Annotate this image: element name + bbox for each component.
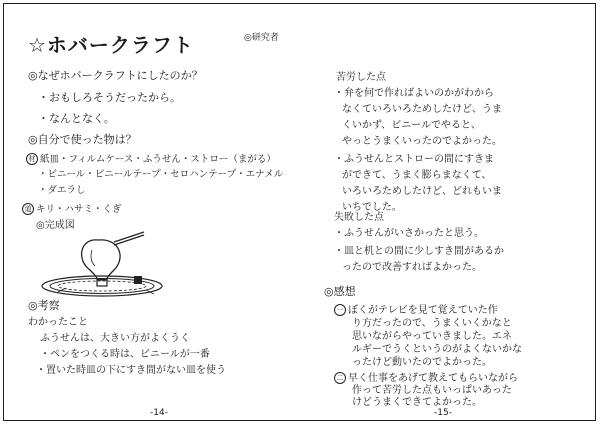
- impression-1d: ルギーでうくというのがよくないかな: [352, 344, 522, 355]
- document-title: ☆ホバークラフト: [28, 33, 194, 57]
- materials-line-3: ・ダエラし: [38, 185, 86, 196]
- page-number-left: -14-: [150, 408, 168, 418]
- impression-1b: り方だったので、うまくいくかなと: [352, 318, 512, 329]
- author-label: ◎研究者: [244, 33, 279, 43]
- materials-line-1-text: 紙皿・フィルムケース・ふうせん・ストロー（まがる）: [40, 154, 276, 165]
- fail-2a: ・皿と机との間に少しすき間があるか: [334, 246, 504, 257]
- hovercraft-sketch: [28, 228, 178, 300]
- impression-2c: けどうまくできてよかった。: [352, 397, 482, 408]
- impression-1a-text: ぼくがテレビを見て覚えていた作: [348, 305, 498, 316]
- reason-1: ・おもしろそうだったから。: [38, 91, 181, 104]
- impression-2a: [334, 372, 518, 384]
- right-page: [306, 0, 594, 425]
- page-number-right: -15-: [434, 408, 452, 418]
- fail-2b: ったので改善すればよかった。: [342, 262, 482, 273]
- circled-mark-icon: 二: [334, 372, 346, 384]
- hard-2d: いちでした。: [342, 202, 402, 213]
- hard-2a: ・ふうせんとストローの間にすきま: [334, 154, 494, 165]
- impressions-heading: ◎感想: [324, 285, 356, 298]
- impression-1c: 思いながらやっていきました。エネ: [352, 331, 512, 342]
- hard-2b: ができて、うまく膨らまなくて、: [342, 170, 492, 181]
- circled-mark-icon: 一: [334, 304, 346, 316]
- tools-line: [22, 203, 122, 215]
- hard-1a: ・弁を何で作ればよいのかがわから: [334, 88, 494, 99]
- fail-1: ・ふうせんがいさかったと思う。: [334, 228, 484, 239]
- circled-mark-icon: 道: [22, 203, 34, 215]
- materials-line-2: ・ビニール・ビニールテープ・セロハンテープ・エナメル: [38, 169, 284, 180]
- hard-1b: なくていろいろためしたけど、うま: [342, 104, 502, 115]
- tools-line-text: キリ・ハサミ・くぎ: [36, 204, 122, 215]
- learned-1: ふうせんは、大きい方がよくうく: [40, 333, 190, 344]
- impression-1a: [334, 304, 498, 316]
- fail-points-heading: 失敗した点: [334, 212, 384, 223]
- hard-1c: くいかず、ビニールでやると、: [342, 120, 481, 131]
- reason-2: ・なんとなく。: [38, 112, 115, 125]
- consideration-heading: ◎考察: [28, 299, 60, 312]
- question-materials: ◎自分で使った物は？: [28, 133, 137, 146]
- impression-2a-text: 早く仕事をあげて教えてもらいながら: [348, 373, 518, 384]
- completed-drawing-label: ◎完成図: [36, 220, 75, 231]
- impression-2b: 作って苦労した点もいっぱいあった: [352, 385, 512, 396]
- hard-1d: やっとうまくいったのでよかった。: [342, 136, 502, 147]
- learned-heading: わかったこと: [28, 317, 88, 328]
- circled-mark-icon: 材: [26, 153, 38, 165]
- impression-1e: ったけど動いたのでよかった。: [352, 357, 492, 368]
- learned-2: ・ペンをつくる時は、ビニールが一番: [40, 349, 210, 360]
- left-page: [8, 0, 300, 425]
- hard-points-heading: 苦労した点: [336, 72, 386, 83]
- question-why: ◎なぜホバークラフトにしたのか？: [28, 69, 203, 82]
- learned-3: ・置いた時皿の下にすき間がない皿を使う: [36, 365, 226, 376]
- hard-2c: いろいろためしたけど、どれもいま: [342, 186, 502, 197]
- materials-line-1: [26, 153, 276, 165]
